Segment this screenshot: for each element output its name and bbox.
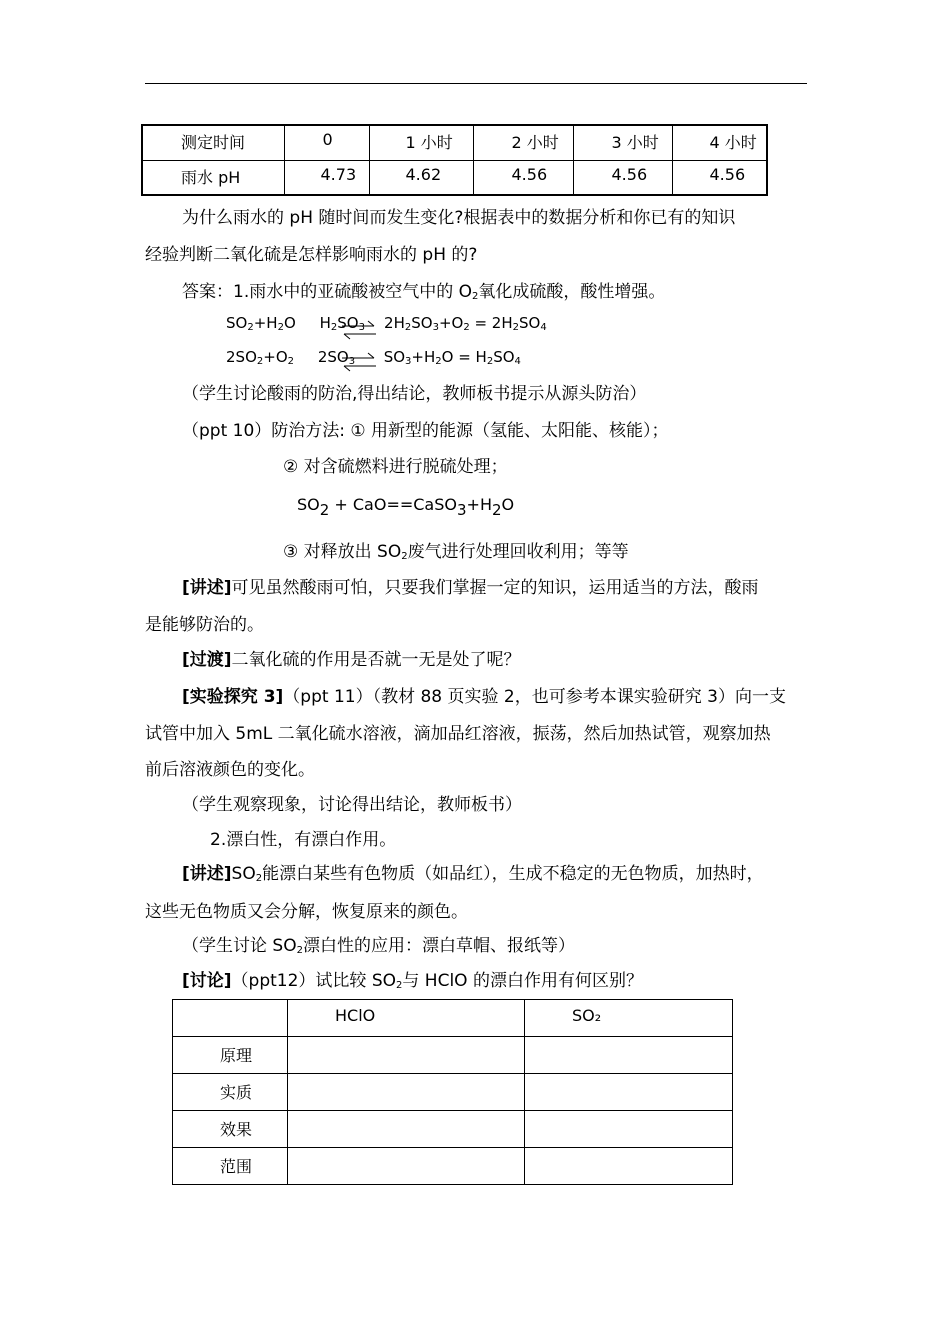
table-cell: 0	[284, 125, 369, 160]
text: （学生讨论 SO	[182, 936, 297, 956]
tag: [讲述]	[182, 578, 232, 598]
equation-1	[226, 314, 547, 333]
table-cell: 3 小时	[573, 125, 672, 160]
eq-text: 2SO	[226, 348, 257, 366]
text: ③ 对释放出 SO	[283, 542, 402, 562]
table-cell: 4 小时	[672, 125, 767, 160]
comparison-table	[172, 999, 733, 1185]
table-cell: 测定时间	[142, 125, 284, 160]
subscript: 4	[514, 356, 521, 367]
subscript: 2	[296, 945, 303, 956]
table-cell: 范围	[173, 1148, 288, 1185]
ph-table	[141, 124, 768, 196]
table-cell: 4.56	[672, 160, 767, 195]
eq-text: SO	[411, 314, 433, 332]
eq-text: +O	[438, 314, 464, 332]
tag: [讲述]	[182, 864, 232, 884]
table-row	[173, 1000, 733, 1037]
table-cell: 效果	[173, 1111, 288, 1148]
table-cell	[525, 1037, 733, 1074]
text: 答案：1.雨水中的亚硫酸被空气中的 O	[182, 282, 473, 302]
table-cell: SO₂	[525, 1000, 733, 1037]
eq-text: O	[283, 314, 296, 332]
eq-text: SO	[297, 495, 320, 514]
subscript: 2	[486, 356, 494, 367]
subscript: 3	[456, 501, 467, 519]
eq-text: O	[501, 495, 515, 514]
header-rule	[145, 83, 807, 84]
table-cell	[525, 1111, 733, 1148]
eq-text: +H	[466, 495, 492, 514]
table-cell	[288, 1037, 525, 1074]
eq-text: SO	[493, 348, 515, 366]
paragraph	[182, 966, 643, 991]
text: 漂白性的应用：漂白草帽、报纸等）	[302, 936, 575, 956]
eq-text: SO	[226, 314, 248, 332]
tag: [讨论]	[182, 971, 232, 991]
text: 可见虽然酸雨可怕，只要我们掌握一定的知识，运用适当的方法，酸雨	[231, 578, 759, 598]
table-cell: HClO	[288, 1000, 525, 1037]
table-cell: 原理	[173, 1037, 288, 1074]
paragraph: （ppt 10）防治方法: ① 用新型的能源（氢能、太阳能、核能）；	[182, 421, 669, 441]
subscript: 2	[512, 322, 519, 333]
text: （ppt12）试比较 SO	[231, 971, 397, 991]
subscript: 2	[404, 322, 412, 333]
eq-text: SO	[519, 314, 541, 332]
table-cell	[288, 1111, 525, 1148]
eq-text: 2H	[384, 314, 405, 332]
table-row	[142, 125, 767, 160]
table-cell: 4.56	[473, 160, 573, 195]
reversible-arrow-icon	[340, 320, 380, 342]
table-cell: 4.62	[369, 160, 473, 195]
tag: [实验探究 3]	[182, 687, 284, 707]
table-row	[173, 1074, 733, 1111]
text: SO	[231, 864, 256, 884]
paragraph	[182, 931, 575, 956]
subscript: 2	[256, 356, 264, 367]
paragraph	[182, 682, 786, 707]
subscript: 3	[348, 356, 356, 367]
subscript: 2	[330, 322, 338, 333]
text: （ppt 11）（教材 88 页实验 2，也可参考本课实验研究 3）向一支	[283, 687, 786, 707]
paragraph: ② 对含硫燃料进行脱硫处理；	[283, 457, 508, 477]
eq-text: = 2H	[469, 314, 513, 332]
table-cell: 4.56	[573, 160, 672, 195]
subscript: 2	[287, 356, 294, 367]
subscript: 3	[405, 356, 412, 367]
paragraph	[182, 573, 759, 598]
text: 与 HClO 的漂白作用有何区别？	[402, 971, 643, 991]
eq-text: H	[319, 314, 331, 332]
subscript: 2	[319, 501, 330, 519]
paragraph: 经验判断二氧化硫是怎样影响雨水的 pH 的?	[145, 245, 478, 265]
answer-line	[182, 277, 665, 302]
paragraph: 2.漂白性，有漂白作用。	[210, 830, 397, 850]
subscript: 2	[396, 980, 403, 991]
subscript: 2	[401, 551, 408, 562]
eq-text: +O	[263, 348, 288, 366]
paragraph: 为什么雨水的 pH 随时间而发生变化?根据表中的数据分析和你已有的知识	[182, 208, 736, 228]
subscript: 2	[463, 322, 470, 333]
paragraph: 这些无色物质又会分解，恢复原来的颜色。	[145, 902, 468, 922]
paragraph: （学生观察现象，讨论得出结论，教师板书）	[182, 795, 522, 815]
paragraph: （学生讨论酸雨的防治,得出结论，教师板书提示从源头防治）	[182, 384, 647, 404]
paragraph	[283, 537, 629, 562]
paragraph: 是能够防治的。	[145, 615, 264, 635]
text: 能漂白某些有色物质（如品红），生成不稳定的无色物质，加热时，	[262, 864, 764, 884]
table-row	[142, 160, 767, 195]
table-row	[173, 1037, 733, 1074]
subscript: 3	[432, 322, 439, 333]
reversible-arrow-icon	[340, 352, 380, 374]
eq-text: O = H	[441, 348, 487, 366]
subscript: 2	[247, 322, 254, 333]
paragraph: 试管中加入 5mL 二氧化硫水溶液，滴加品红溶液，振荡，然后加热试管，观察加热	[145, 724, 771, 744]
eq-text: 2SO	[317, 348, 349, 366]
subscript: 2	[435, 356, 442, 367]
table-cell: 雨水 pH	[142, 160, 284, 195]
text: 二氧化硫的作用是否就一无是处了呢？	[231, 650, 521, 670]
subscript: 2	[472, 291, 479, 302]
table-cell: 1 小时	[369, 125, 473, 160]
equation-3	[297, 495, 514, 519]
table-cell	[288, 1148, 525, 1185]
subscript: 2	[255, 873, 263, 884]
eq-text: +H	[411, 348, 436, 366]
eq-text: +H	[253, 314, 278, 332]
subscript: 3	[358, 322, 365, 333]
text: 氧化成硫酸，酸性增强。	[478, 282, 666, 302]
table-cell: 2 小时	[473, 125, 573, 160]
table-cell	[288, 1074, 525, 1111]
paragraph: 前后溶液颜色的变化。	[145, 760, 315, 780]
table-cell: 4.73	[284, 160, 369, 195]
table-cell	[525, 1148, 733, 1185]
tag: [过渡]	[182, 650, 232, 670]
subscript: 2	[491, 501, 502, 519]
table-cell: 实质	[173, 1074, 288, 1111]
subscript: 4	[540, 322, 547, 333]
table-row	[173, 1148, 733, 1185]
table-row	[173, 1111, 733, 1148]
subscript: 2	[277, 322, 284, 333]
eq-text: SO	[337, 314, 359, 332]
eq-text: SO	[383, 348, 406, 366]
table-cell	[173, 1000, 288, 1037]
text: 废气进行处理回收利用；等等	[407, 542, 629, 562]
eq-text: + CaO==CaSO	[329, 495, 457, 514]
table-cell	[525, 1074, 733, 1111]
paragraph	[182, 859, 764, 884]
paragraph	[182, 645, 521, 670]
